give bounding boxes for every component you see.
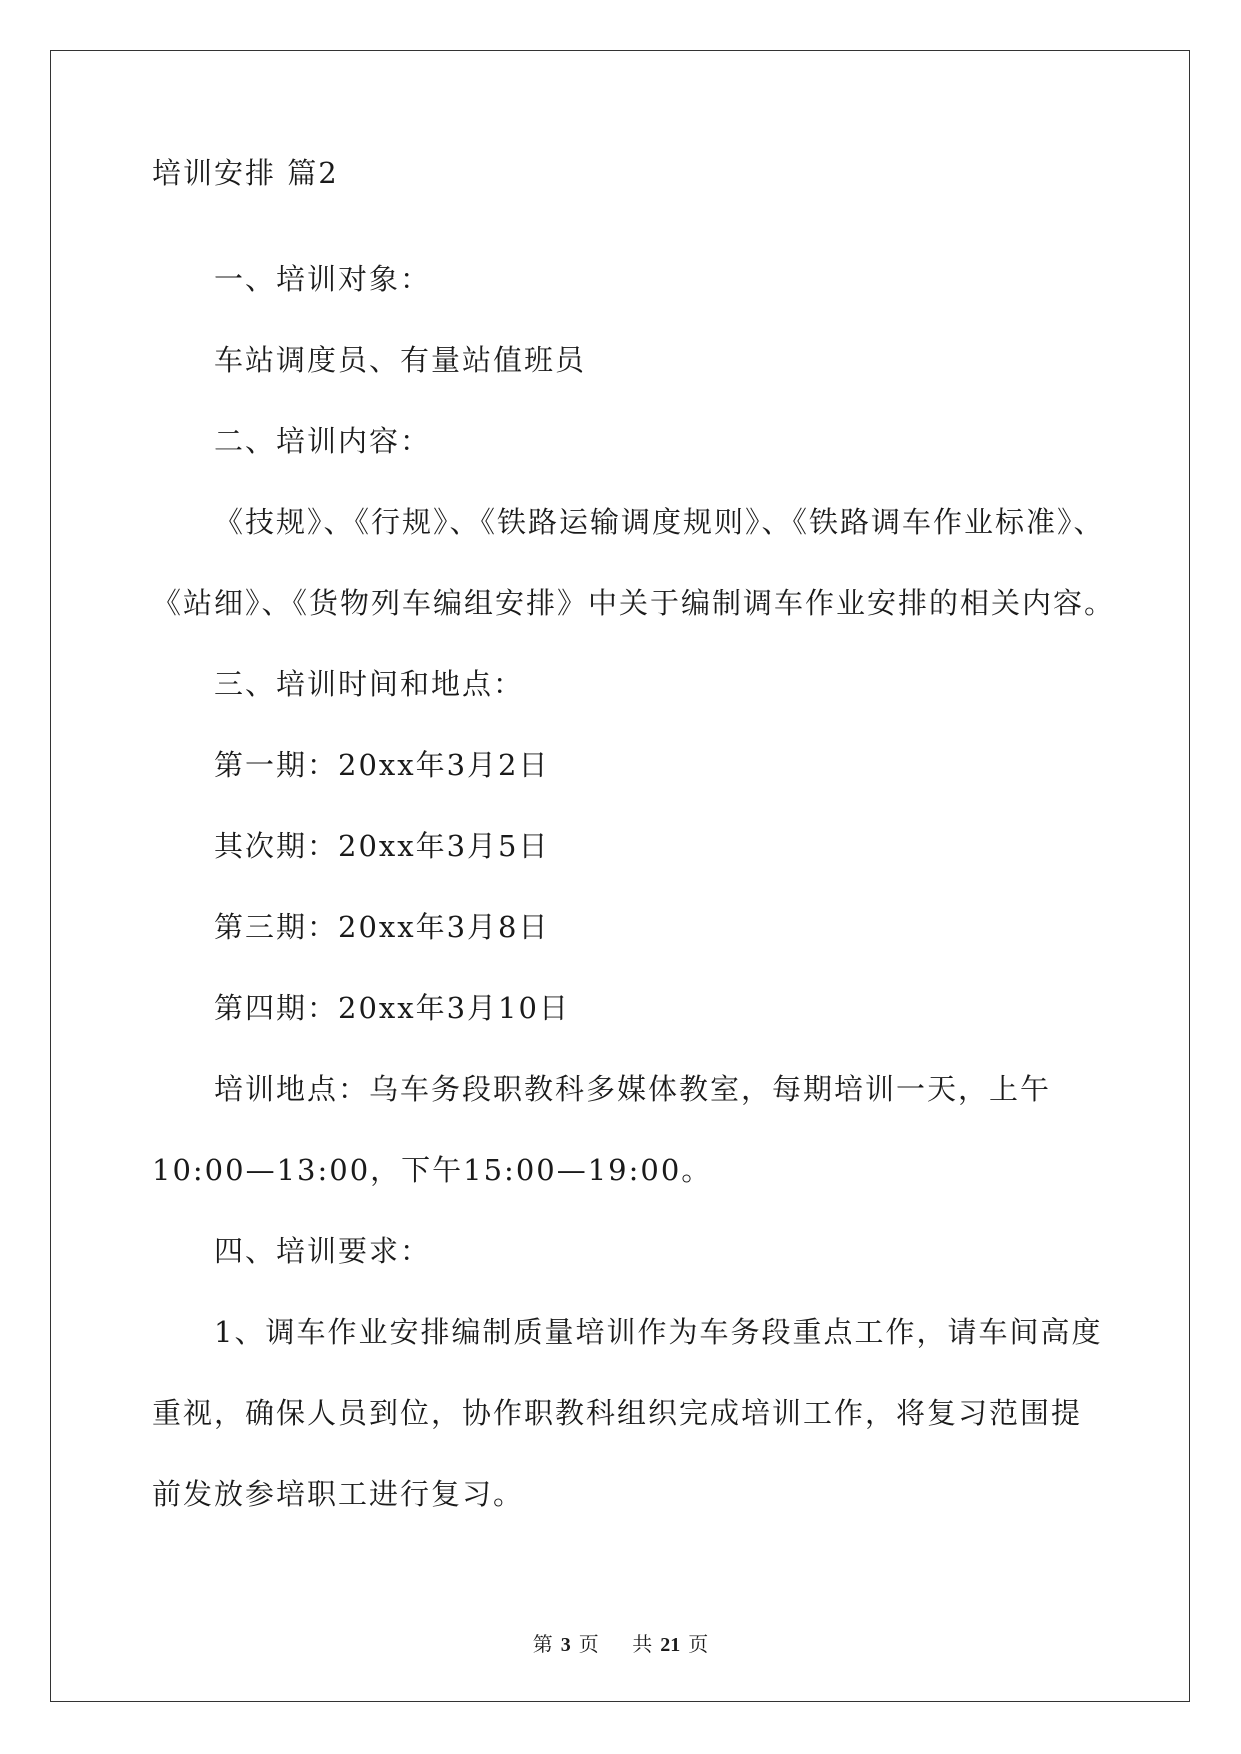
footer-page-suffix: 页 (578, 1632, 599, 1656)
text-line: 四、培训要求： (214, 1234, 432, 1268)
text-line: 重视，确保人员到位，协作职教科组织完成培训工作，将复习范围提 (152, 1396, 1083, 1430)
text-line: 第三期：20xx年3月8日 (214, 910, 550, 944)
text-line: 前发放参培职工进行复习。 (152, 1477, 525, 1511)
page-footer (0, 1628, 1241, 1657)
text-line: 三、培训时间和地点： (214, 667, 525, 701)
text-line: 10:00—13:00，下午15:00—19:00。 (152, 1153, 713, 1187)
footer-total-prefix: 共 (632, 1632, 653, 1656)
text-line: 二、培训内容： (214, 424, 432, 458)
text-line: 1、调车作业安排编制质量培训作为车务段重点工作，请车间高度 (214, 1315, 1103, 1349)
footer-page-number: 3 (560, 1634, 571, 1656)
text-line: 车站调度员、有量站值班员 (214, 343, 587, 377)
text-line: 《技规》、《行规》、《铁路运输调度规则》、《铁路调车作业标准》、 (214, 505, 1105, 539)
text-line: 其次期：20xx年3月5日 (214, 829, 550, 863)
document-title: 培训安排 篇2 (152, 156, 339, 190)
text-line: 一、培训对象： (214, 262, 432, 296)
footer-page-prefix: 第 (532, 1632, 553, 1656)
document-body (152, 156, 1116, 1535)
text-line: 培训地点：乌车务段职教科多媒体教室，每期培训一天，上午 (214, 1072, 1052, 1106)
text-line: 第四期：20xx年3月10日 (214, 991, 570, 1025)
text-line: 《站细》、《货物列车编组安排》中关于编制调车作业安排的相关内容。 (152, 586, 1116, 620)
footer-total-pages: 21 (660, 1634, 681, 1656)
footer-total-suffix: 页 (688, 1632, 709, 1656)
text-line: 第一期：20xx年3月2日 (214, 748, 550, 782)
